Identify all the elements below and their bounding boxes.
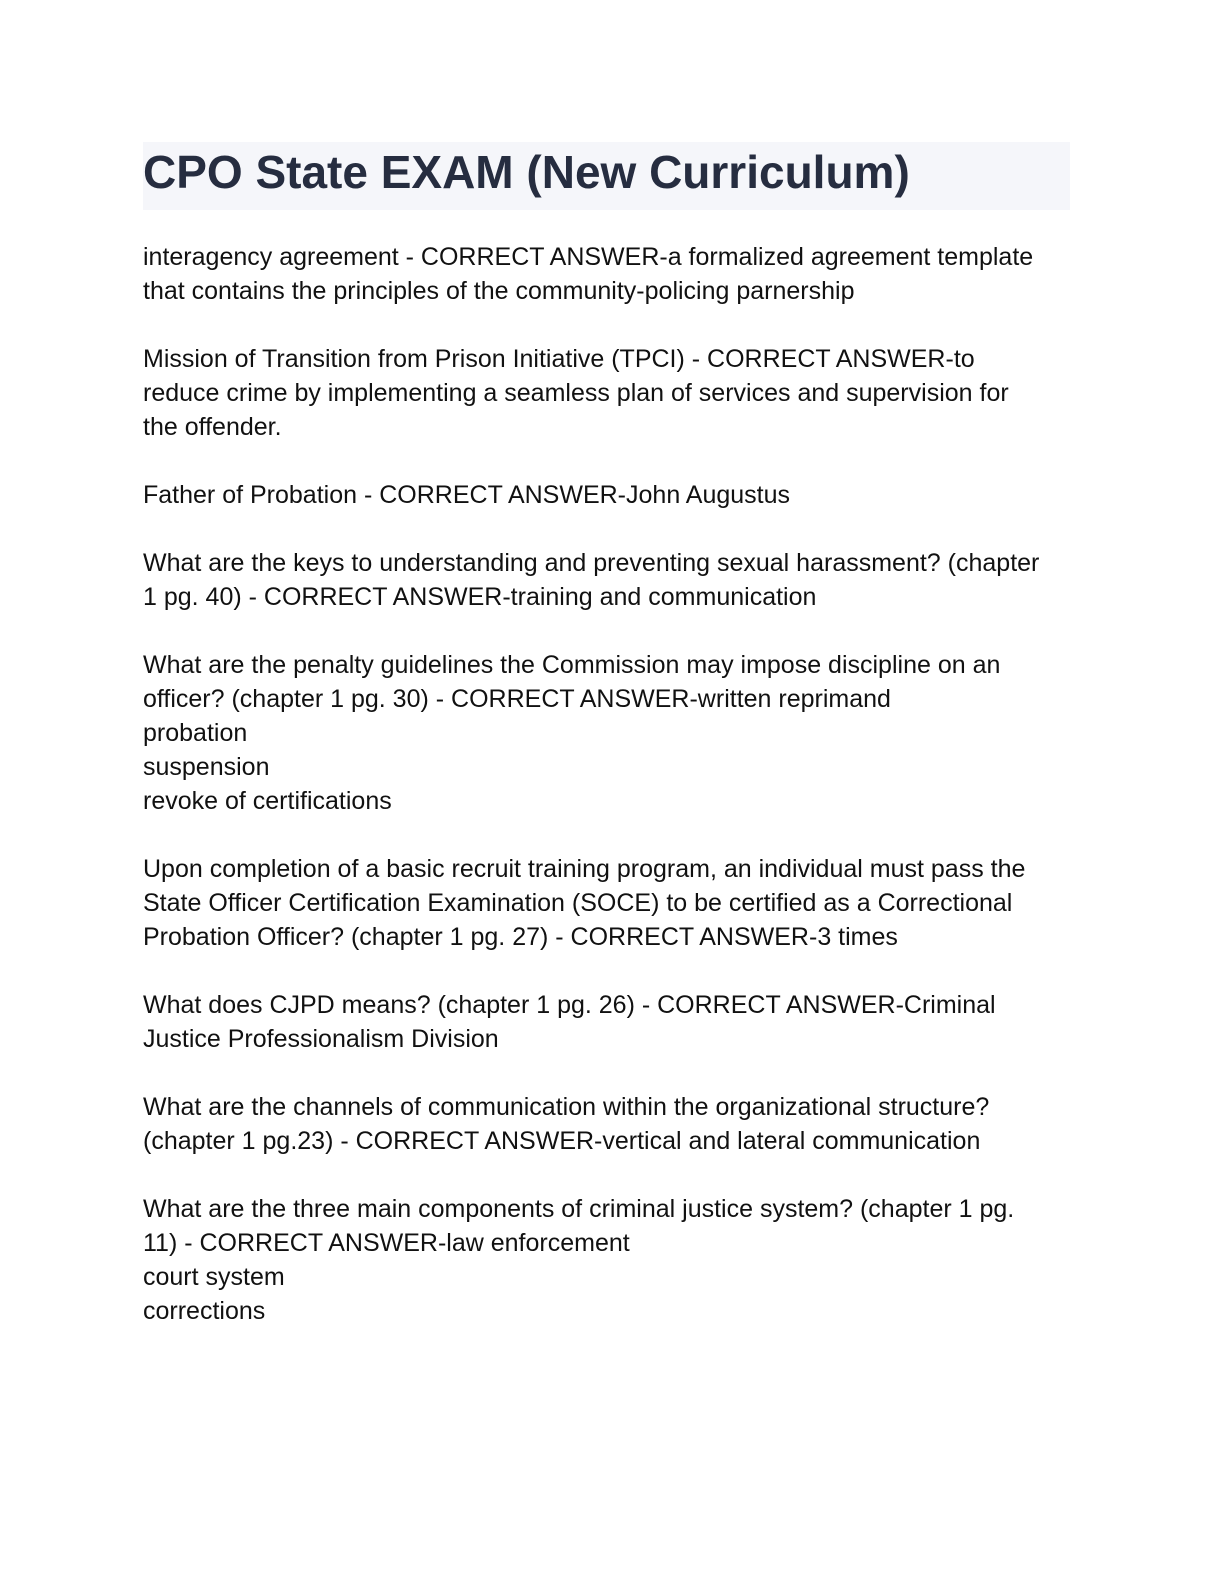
qa-list <box>143 240 1070 1328</box>
document-title: CPO State EXAM (New Curriculum) <box>143 146 910 198</box>
qa-entry: interagency agreement - CORRECT ANSWER-a formalized agreement template that contains the principles of the community-policing parnership <box>143 243 1034 305</box>
qa-entry: What are the channels of communication within the organizational structure? (chapter 1 pg.23) - CORRECT ANSWER-vertical and lateral communication <box>143 1093 990 1155</box>
qa-entry: What are the penalty guidelines the Commission may impose discipline on an officer? (chapter 1 pg. 30) - CORRECT ANSWER-written reprimand probation suspension revoke of certifications <box>143 651 1001 815</box>
qa-entry: What does CJPD means? (chapter 1 pg. 26) - CORRECT ANSWER-Criminal Justice Professionalism Division <box>143 991 996 1053</box>
qa-entry: What are the three main components of criminal justice system? (chapter 1 pg. 11) - CORRECT ANSWER-law enforcement court system corrections <box>143 1195 1015 1325</box>
qa-entry: Upon completion of a basic recruit training program, an individual must pass the State Officer Certification Examination (SOCE) to be certified as a Correctional Probation Officer? (chapter 1 pg. 27) - CORRECT ANSWER-3 times <box>143 855 1026 951</box>
title-banner <box>143 142 1070 210</box>
qa-entry: What are the keys to understanding and preventing sexual harassment? (chapter 1 pg. 40) - CORRECT ANSWER-training and communication <box>143 549 1040 611</box>
qa-entry: Mission of Transition from Prison Initiative (TPCI) - CORRECT ANSWER-to reduce crime by implementing a seamless plan of services and supervision for the offender. <box>143 345 1009 441</box>
qa-entry: Father of Probation - CORRECT ANSWER-John Augustus <box>143 481 791 509</box>
document-page <box>143 142 1070 1362</box>
